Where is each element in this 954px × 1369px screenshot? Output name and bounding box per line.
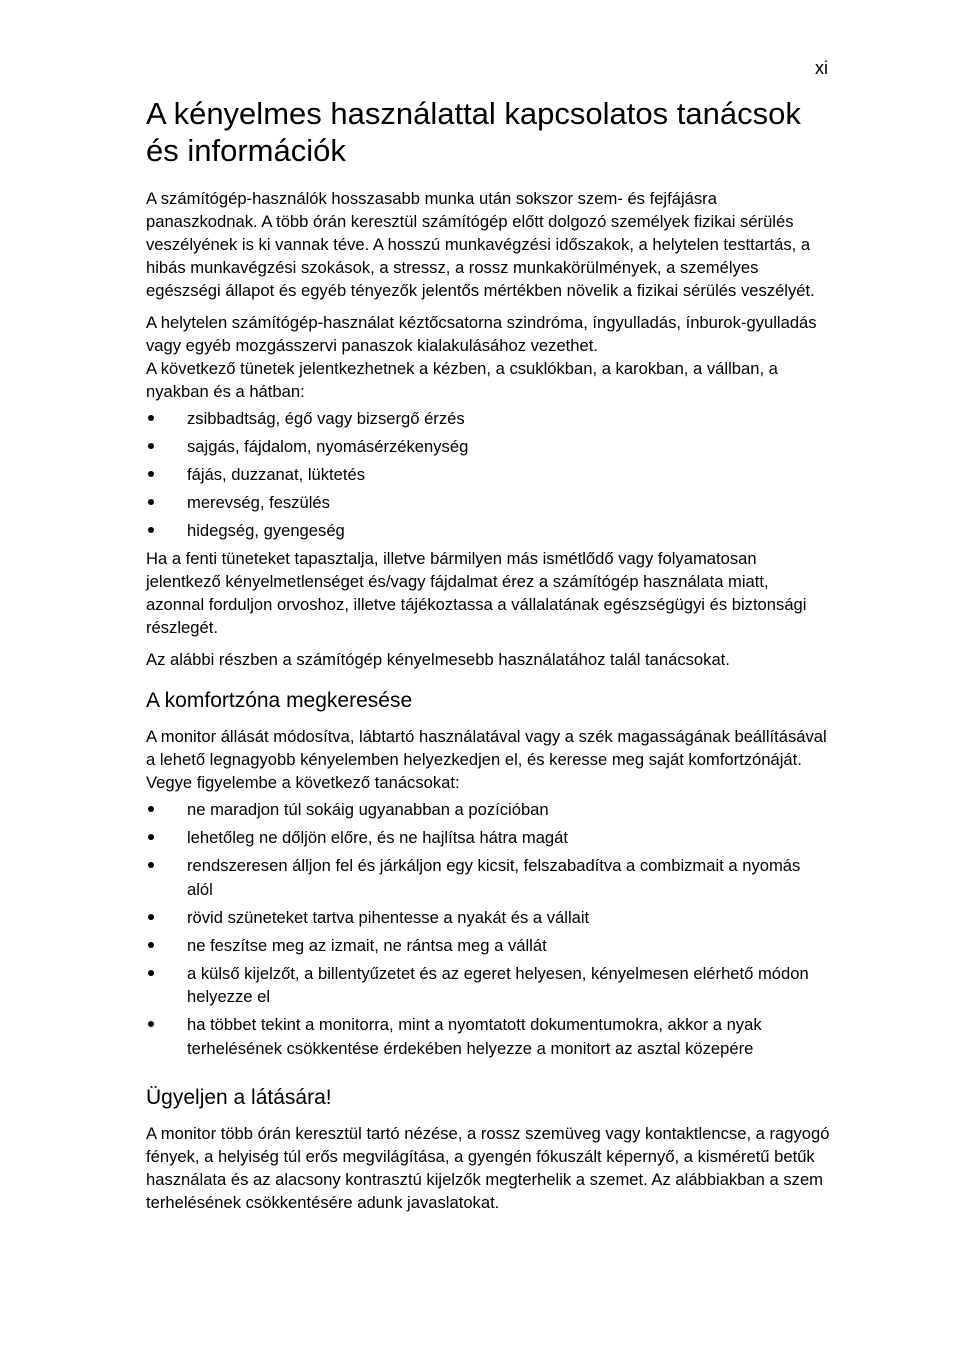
page-content	[146, 95, 830, 1214]
intro-paragraph-4: Az alábbi részben a számítógép kényelmesebb használatához talál tanácsokat.	[146, 650, 730, 669]
list-item: hidegség, gyengeség	[146, 519, 830, 543]
list-item: sajgás, fájdalom, nyomásérzékenység	[146, 435, 830, 459]
vision-heading: Ügyeljen a látására!	[146, 1086, 332, 1109]
vision-paragraph: A monitor több órán keresztül tartó nézése, a rossz szemüveg vagy kontaktlencse, a ragyogó fények, a helyiség túl erős megvilágítása, a gyengén fókuszált képernyő, a kisméretű betűk használata és az alacsony kontrasztú kijelzők megterhelik a szemet. Az alábbiakban a szem terhelésének csökkentésére adunk javaslatokat.	[146, 1124, 830, 1212]
list-item: rövid szüneteket tartva pihentesse a nyakát és a vállait	[146, 906, 830, 930]
comfort-paragraph: A monitor állását módosítva, lábtartó használatával vagy a szék magasságának beállításával a lehető legnagyobb kényelemben helyezkedjen el, és keresse meg saját komfortzónáját. Vegye figyelembe a következő tanácsokat:	[146, 727, 827, 792]
intro-paragraph-2b: A következő tünetek jelentkezhetnek a kézben, a csuklókban, a karokban, a vállban, a nyakban és a hátban:	[146, 359, 778, 401]
comfort-tip-list	[146, 798, 830, 1060]
intro-paragraph-1: A számítógép-használók hosszasabb munka után sokszor szem- és fejfájásra panaszkodnak. A több órán keresztül számítógép előtt dolgozó személyek fizikai sérülés veszélyének is ki vannak téve. A hosszú munkavégzési időszakok, a helytelen testtartás, a hibás munkavégzési szokások, a stressz, a rossz munkakörülmények, a személyes egészségi állapot és egyéb tényezők jelentős mértékben növelik a fizikai sérülés veszélyét.	[146, 189, 815, 300]
list-item: a külső kijelzőt, a billentyűzetet és az egeret helyesen, kényelmesen elérhető módon helyezze el	[146, 962, 830, 1009]
page-number: xi	[815, 58, 828, 78]
list-item: ne maradjon túl sokáig ugyanabban a pozícióban	[146, 798, 830, 822]
symptom-list	[146, 407, 830, 543]
comfort-heading: A komfortzóna megkeresése	[146, 689, 413, 712]
page-title: A kényelmes használattal kapcsolatos tanácsok és információk	[146, 96, 801, 168]
list-item: rendszeresen álljon fel és járkáljon egy kicsit, felszabadítva a combizmait a nyomás alól	[146, 854, 830, 901]
list-item: merevség, feszülés	[146, 491, 830, 515]
list-item: zsibbadtság, égő vagy bizsergő érzés	[146, 407, 830, 431]
intro-paragraph-3: Ha a fenti tüneteket tapasztalja, illetve bármilyen más ismétlődő vagy folyamatosan jelentkező kényelmetlenséget és/vagy fájdalmat érez a számítógép használata miatt, azonnal forduljon orvoshoz, illetve tájékoztassa a vállalatának egészségügyi és biztonsági részlegét.	[146, 549, 807, 637]
list-item: lehetőleg ne dőljön előre, és ne hajlítsa hátra magát	[146, 826, 830, 850]
list-item: fájás, duzzanat, lüktetés	[146, 463, 830, 487]
list-item: ne feszítse meg az izmait, ne rántsa meg a vállát	[146, 934, 830, 958]
intro-paragraph-2a: A helytelen számítógép-használat kéztőcsatorna szindróma, íngyulladás, ínburok-gyulladás vagy egyéb mozgásszervi panaszok kialakulásához vezethet.	[146, 313, 817, 355]
list-item: ha többet tekint a monitorra, mint a nyomtatott dokumentumokra, akkor a nyak terhelésének csökkentése érdekében helyezze a monitort az asztal közepére	[146, 1013, 830, 1060]
